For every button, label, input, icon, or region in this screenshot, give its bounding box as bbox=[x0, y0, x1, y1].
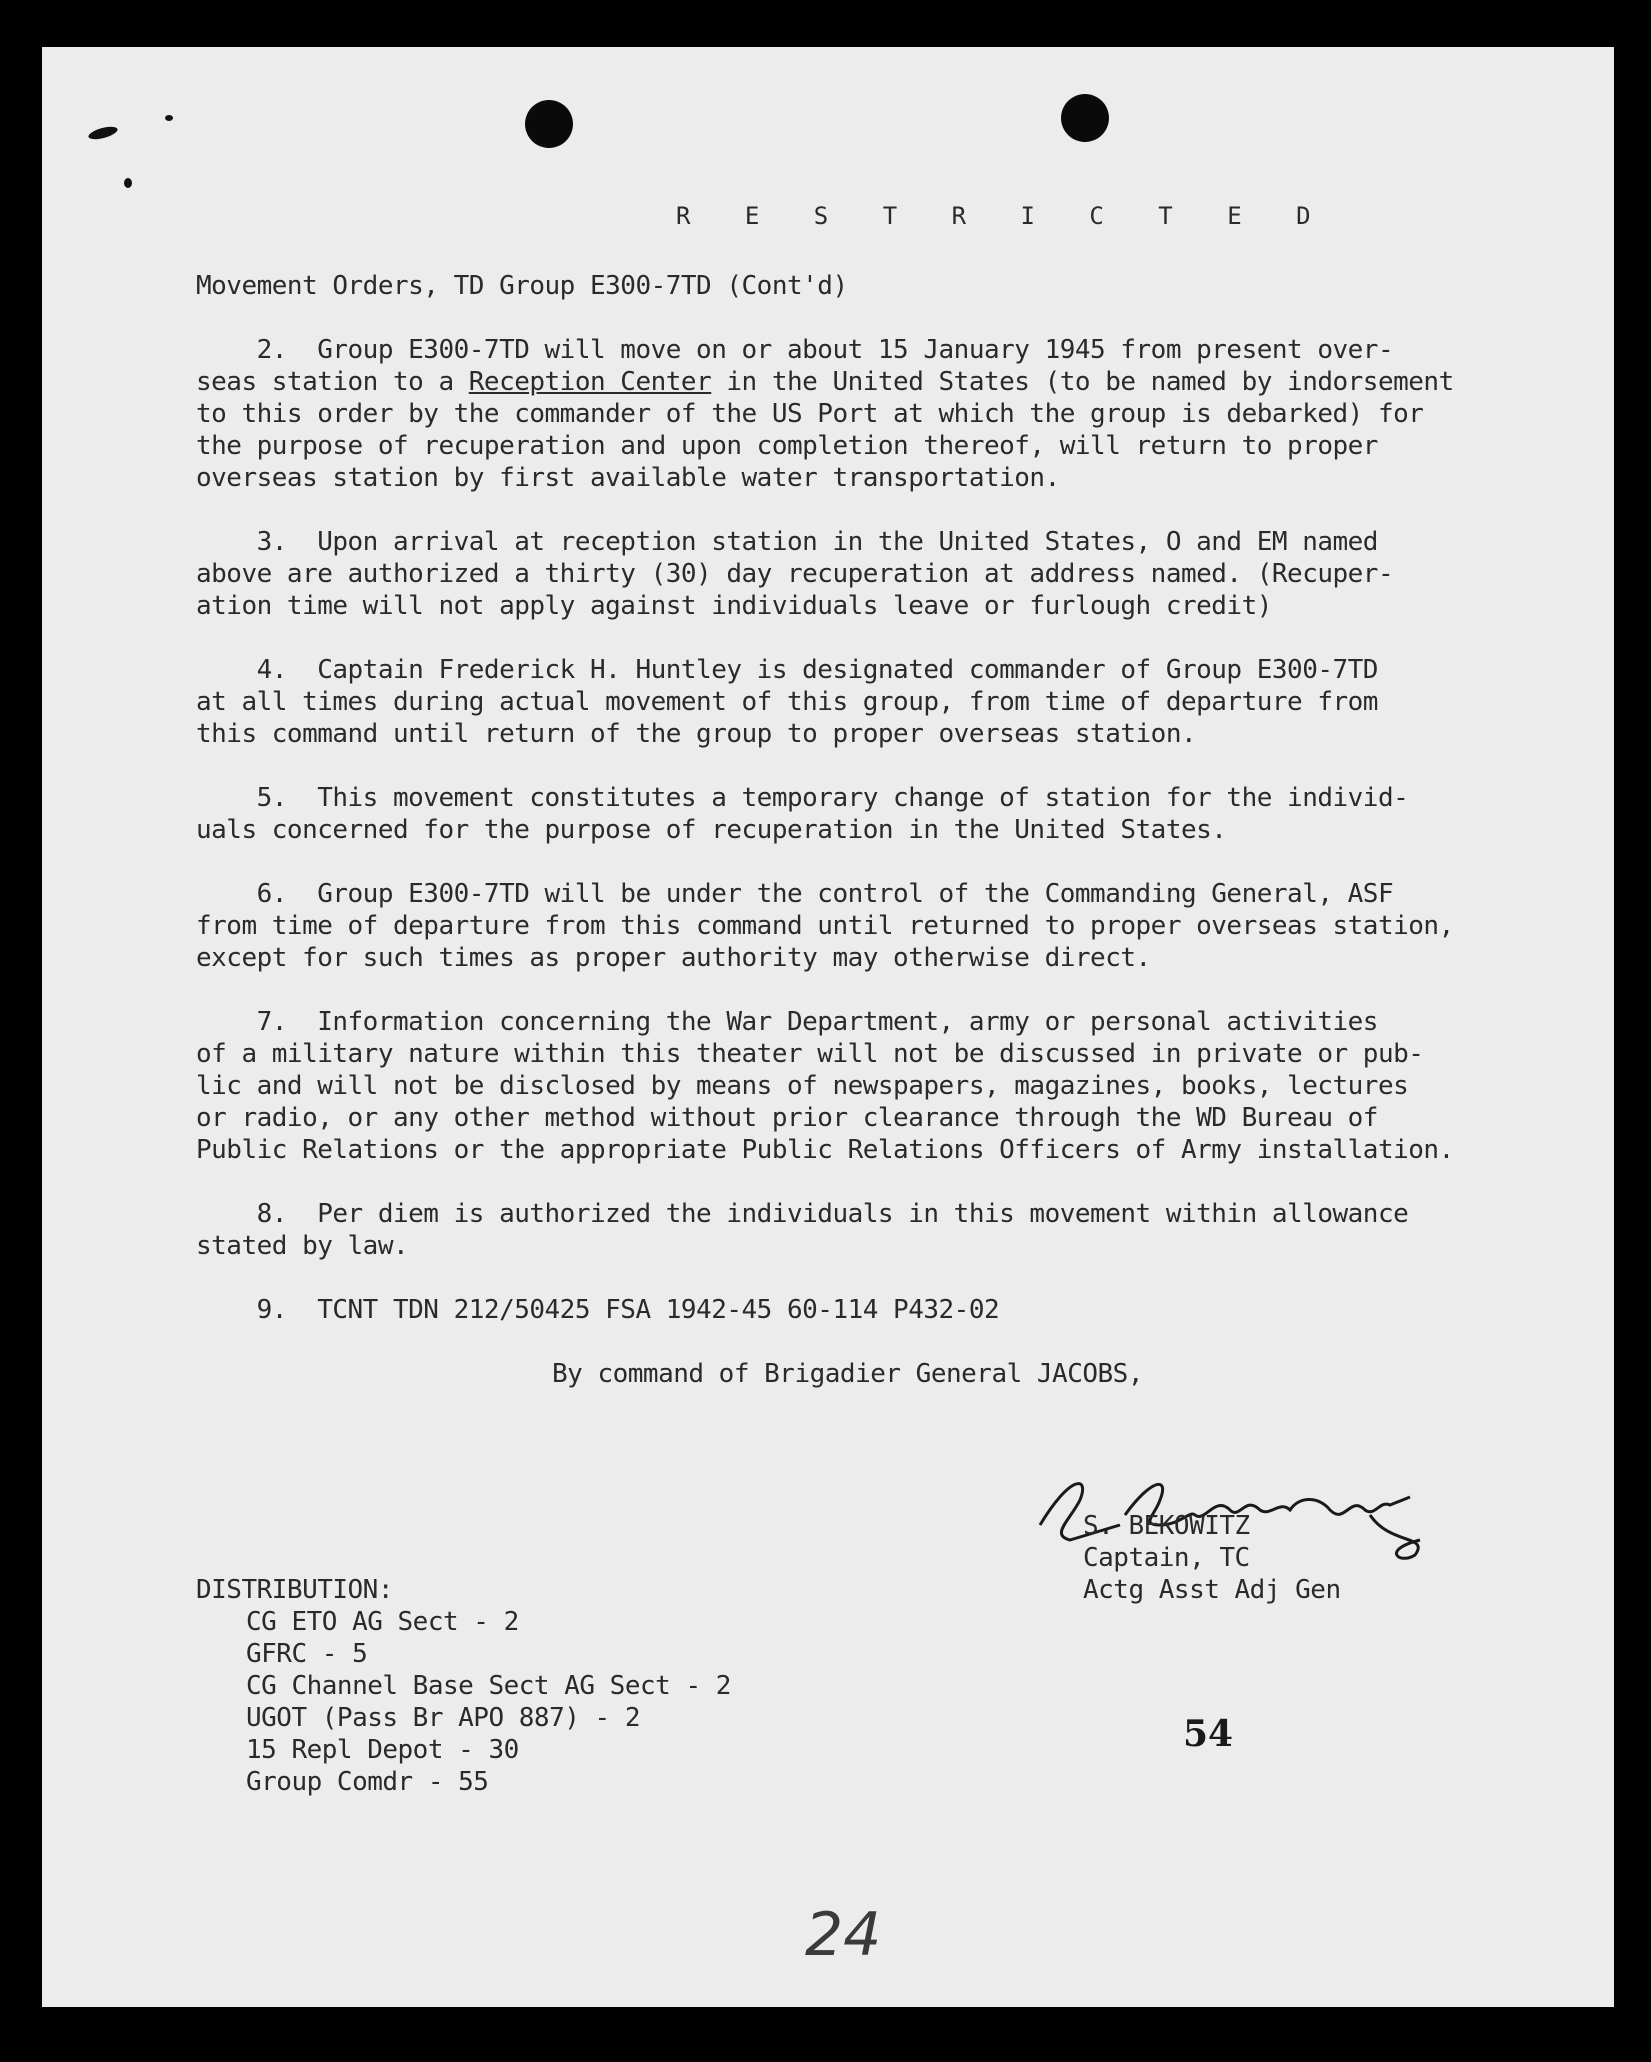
document-heading: Movement Orders, TD Group E300-7TD (Cont'd) bbox=[196, 271, 848, 301]
punch-hole bbox=[1061, 94, 1109, 142]
handwritten-number: 24 bbox=[805, 1900, 882, 1970]
signer-rank: Captain, TC bbox=[1083, 1543, 1250, 1573]
para6-line: except for such times as proper authority may otherwise direct. bbox=[196, 943, 1151, 973]
distribution-item: GFRC - 5 bbox=[246, 1639, 368, 1669]
para5-line: 5. This movement constitutes a temporary change of station for the individ- bbox=[196, 783, 1409, 813]
para4-line: this command until return of the group to proper overseas station. bbox=[196, 719, 1197, 749]
page-number: 54 bbox=[1183, 1713, 1234, 1755]
para2-line: to this order by the commander of the US Port at which the group is debarked) for bbox=[196, 399, 1424, 429]
distribution-item: CG Channel Base Sect AG Sect - 2 bbox=[246, 1671, 731, 1701]
ink-speck bbox=[165, 115, 173, 121]
distribution-label: DISTRIBUTION: bbox=[196, 1575, 393, 1605]
ink-speck bbox=[124, 178, 132, 188]
para7-line: of a military nature within this theater will not be discussed in private or pub- bbox=[196, 1039, 1424, 1069]
para3-line: ation time will not apply against individuals leave or furlough credit) bbox=[196, 591, 1272, 621]
para7-line: lic and will not be disclosed by means of newspapers, magazines, books, lectures bbox=[196, 1071, 1409, 1101]
punch-hole bbox=[525, 100, 573, 148]
para4-line: at all times during actual movement of this group, from time of departure from bbox=[196, 687, 1378, 717]
para7-line: Public Relations or the appropriate Public Relations Officers of Army installation. bbox=[196, 1135, 1454, 1165]
signer-name: S. BEKOWITZ bbox=[1083, 1511, 1250, 1541]
para2-line: 2. Group E300-7TD will move on or about 15 January 1945 from present over- bbox=[196, 335, 1394, 365]
para3-line: 3. Upon arrival at reception station in the United States, O and EM named bbox=[196, 527, 1378, 557]
para2-line: overseas station by first available water transportation. bbox=[196, 463, 1060, 493]
para5-line: uals concerned for the purpose of recuperation in the United States. bbox=[196, 815, 1227, 845]
para2-line: the purpose of recuperation and upon completion thereof, will return to proper bbox=[196, 431, 1378, 461]
para7-line: 7. Information concerning the War Department, army or personal activities bbox=[196, 1007, 1378, 1037]
para8-line: stated by law. bbox=[196, 1231, 409, 1261]
distribution-item: 15 Repl Depot - 30 bbox=[246, 1735, 519, 1765]
para9-line: 9. TCNT TDN 212/50425 FSA 1942-45 60-114 P432-02 bbox=[196, 1295, 1000, 1325]
distribution-item: Group Comdr - 55 bbox=[246, 1767, 489, 1797]
para4-line: 4. Captain Frederick H. Huntley is designated commander of Group E300-7TD bbox=[196, 655, 1378, 685]
by-command-line: By command of Brigadier General JACOBS, bbox=[552, 1359, 1143, 1389]
para6-line: from time of departure from this command until returned to proper overseas station, bbox=[196, 911, 1454, 941]
distribution-item: UGOT (Pass Br APO 887) - 2 bbox=[246, 1703, 640, 1733]
distribution-item: CG ETO AG Sect - 2 bbox=[246, 1607, 519, 1637]
para3-line: above are authorized a thirty (30) day recuperation at address named. (Recuper- bbox=[196, 559, 1394, 589]
classification-header: R E S T R I C T E D bbox=[676, 202, 1331, 230]
para2-line: seas station to a Reception Center in the United States (to be named by indorsement bbox=[196, 367, 1454, 397]
para7-line: or radio, or any other method without prior clearance through the WD Bureau of bbox=[196, 1103, 1378, 1133]
signer-title: Actg Asst Adj Gen bbox=[1083, 1575, 1341, 1605]
reception-center-text: Reception Center bbox=[468, 367, 712, 397]
para6-line: 6. Group E300-7TD will be under the control of the Commanding General, ASF bbox=[196, 879, 1394, 909]
para8-line: 8. Per diem is authorized the individuals in this movement within allowance bbox=[196, 1199, 1409, 1229]
